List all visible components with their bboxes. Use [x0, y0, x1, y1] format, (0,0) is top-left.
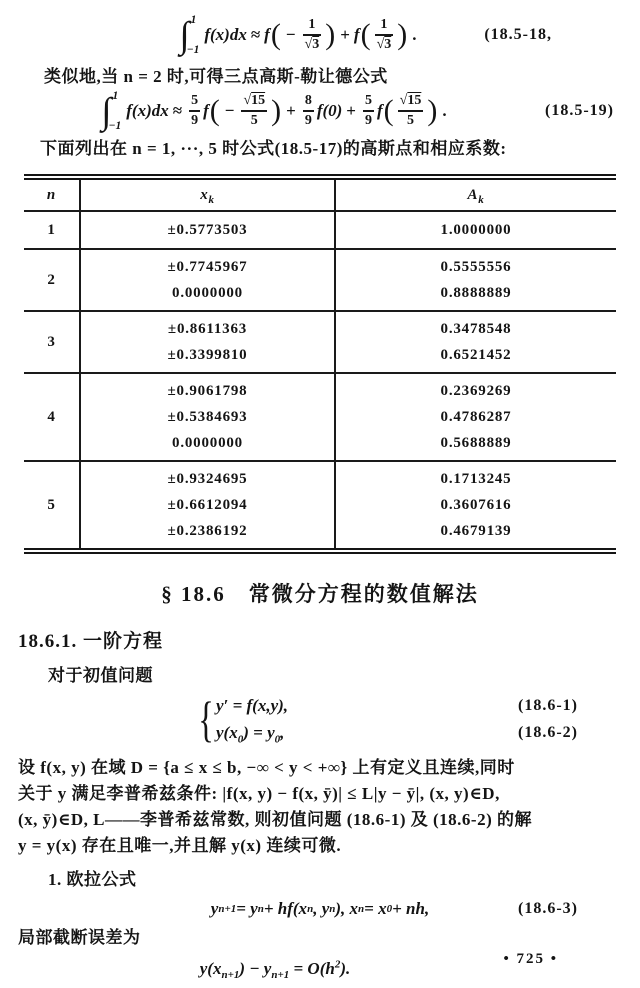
value-line: ±0.5773503 [167, 222, 248, 238]
term: y [210, 899, 219, 918]
term: ) = y [243, 723, 275, 742]
header-x-base: x [200, 186, 209, 203]
text-line: (x, ȳ)∈D, L——李普希兹常数, 则初值问题 (18.6-1) 及 (18.6-2) 的解 [18, 810, 532, 829]
header-x-sub: k [208, 193, 215, 206]
function-f: f [353, 25, 360, 44]
integral-with-limits [179, 14, 199, 56]
equation-number: (18.5-18, [484, 26, 552, 43]
fraction-sqrt15-5 [398, 93, 424, 130]
value-line: 0.8888889 [440, 285, 512, 301]
header-A-base: A [467, 186, 479, 203]
term: , y [313, 899, 330, 918]
value-line: 0.4679139 [440, 523, 512, 539]
term: ), x [335, 899, 359, 918]
coefficient-5-9 [189, 93, 200, 130]
table-row [24, 211, 616, 249]
value-line: ±0.6612094 [167, 497, 248, 513]
coefficient-8-9 [303, 93, 314, 130]
denominator: 9 [191, 113, 199, 129]
paragraph-similarly: 类似地,当 n = 2 时,可得三点高斯-勒让德公式 [44, 67, 388, 86]
text-line: 设 f(x, y) 在域 D = {a ≤ x ≤ b, −∞ < y < +∞} 上有定义且连续,同时 [18, 758, 515, 777]
subscript: n+1 [271, 969, 290, 982]
numerator [398, 93, 424, 109]
radical-sign: √ [376, 37, 385, 53]
numerator: 5 [191, 92, 199, 108]
cell-xk [80, 461, 335, 551]
left-paren: ( [360, 17, 371, 51]
header-Ak [335, 177, 616, 211]
fraction-bar [363, 110, 374, 112]
equation-number: (18.5-19) [545, 102, 614, 119]
term: = x [364, 899, 387, 918]
value-line: 0.5555556 [440, 259, 512, 275]
denominator: 9 [304, 113, 312, 129]
numerator: 8 [304, 92, 312, 108]
equation-18-5-19 [0, 90, 640, 132]
value-line: 0.0000000 [172, 435, 243, 451]
approx-sign: ≈ [172, 101, 183, 120]
paragraph-table-intro: 下面列出在 n = 1, ···, 5 时公式(18.5-17)的高斯点和相应系数: [40, 139, 507, 158]
plus-sign: + [346, 101, 356, 120]
table-row [24, 311, 616, 373]
f-of-zero: f(0) [316, 101, 343, 120]
fraction-sqrt15-5 [241, 93, 267, 130]
section-heading: § 18.6 常微分方程的数值解法 [161, 582, 479, 606]
header-A-sub: k [478, 193, 485, 206]
denominator: 5 [407, 113, 414, 129]
initial-condition [216, 719, 288, 746]
radicand: 15 [407, 92, 422, 108]
right-paren: ) [397, 17, 408, 51]
plus-sign: + [286, 101, 296, 120]
lower-limit: −1 [108, 120, 122, 132]
cell-Ak [335, 211, 616, 249]
fraction-bar [303, 110, 314, 112]
table-row [24, 461, 616, 551]
denominator: 9 [364, 113, 372, 129]
left-brace: { [198, 691, 214, 747]
function-f: f [264, 25, 270, 44]
minus-sign: − [224, 101, 235, 120]
upper-limit: 1 [112, 90, 119, 102]
right-paren: ) [271, 93, 282, 127]
value-line: 0.3607616 [440, 497, 512, 513]
approx-sign: ≈ [250, 25, 261, 44]
denominator: 5 [250, 113, 258, 129]
value-line: ±0.9061798 [167, 383, 248, 399]
table-body [24, 211, 616, 551]
cell-xk [80, 373, 335, 461]
value-line: 0.2369269 [440, 383, 512, 399]
header-n [24, 177, 80, 211]
numerator [241, 93, 267, 109]
cell-Ak [335, 373, 616, 461]
integrand: f(x)dx [204, 25, 247, 44]
radical-sign: √ [399, 92, 408, 108]
numerator: 1 [308, 16, 316, 32]
header-row [24, 177, 616, 211]
left-paren: ( [383, 93, 394, 127]
value-line: 0.6521452 [440, 347, 512, 363]
superscript: 2 [334, 958, 341, 971]
value-line: 0.4786287 [440, 409, 512, 425]
denominator [303, 37, 322, 53]
value-line: ±0.2386192 [167, 523, 248, 539]
equation-body [179, 14, 420, 56]
radicand: 15 [251, 92, 266, 108]
equation-18-5-18 [0, 14, 640, 56]
value-line: ±0.8611363 [167, 321, 248, 337]
subscript: 0 [237, 733, 244, 746]
paragraph-truncation-error: 局部截断误差为 [18, 928, 141, 947]
value-line: ±0.7745967 [167, 259, 248, 275]
table-header [24, 177, 616, 211]
value-line: 0.3478548 [440, 321, 512, 337]
equation-body [101, 90, 450, 132]
equation-number: (18.6-3) [518, 900, 578, 917]
term: + hf(x [263, 899, 308, 918]
subscript: n+1 [221, 969, 240, 982]
paragraph-ivp-intro: 对于初值问题 [48, 666, 153, 685]
value-line: ±0.3399810 [167, 347, 248, 363]
page-number: • 725 • [503, 951, 558, 967]
paragraph-lipschitz [18, 755, 622, 859]
fraction-1-sqrt3 [375, 17, 394, 54]
header-n-label: n [46, 186, 57, 203]
radicand: 3 [384, 37, 392, 53]
cell-n: 4 [24, 373, 80, 461]
cell-n: 3 [24, 311, 80, 373]
equation-18-6-3 [0, 899, 640, 919]
item-euler-formula: 1. 欧拉公式 [48, 870, 137, 889]
period: . [442, 101, 447, 120]
integral-limits [108, 90, 122, 132]
coefficient-5-9 [363, 93, 374, 130]
integral-with-limits [101, 90, 121, 132]
cell-Ak [335, 249, 616, 311]
cell-xk [80, 211, 335, 249]
denominator [375, 37, 394, 53]
header-xk [80, 177, 335, 211]
numerator: 5 [364, 92, 372, 108]
term: = y [236, 899, 258, 918]
system-equations [216, 692, 288, 746]
equation-number: (18.6-1) [518, 697, 578, 714]
radicand: 3 [312, 37, 320, 53]
equation-body: y n+1 = y n + hf(x n , y n ), x n = x 0 + nh, [210, 899, 430, 918]
term: y(x [199, 959, 222, 978]
value-line: 0.0000000 [172, 285, 243, 301]
term: ). [340, 959, 351, 978]
text-line: 关于 y 满足李普希兹条件: |f(x, y) − f(x, ȳ)| ≤ L|y − ȳ|, (x, y)∈D, [18, 784, 500, 803]
function-f: f [376, 101, 383, 120]
cell-n: 2 [24, 249, 80, 311]
integral-limits [186, 14, 200, 56]
value-line: 1.0000000 [440, 222, 512, 238]
initial-value-problem-system [0, 691, 640, 747]
value-line: 0.1713245 [440, 471, 512, 487]
term: y(x [216, 723, 238, 742]
table-row [24, 249, 616, 311]
upper-limit: 1 [190, 14, 197, 26]
right-paren: ) [427, 93, 438, 127]
term: + nh, [392, 899, 430, 918]
function-f: f [203, 101, 209, 120]
radical-sign: √ [304, 37, 313, 53]
integral-sign: ∫ [101, 90, 112, 132]
cell-xk [80, 249, 335, 311]
comma: , [280, 723, 285, 742]
term: = O(h [289, 959, 335, 978]
numerator: 1 [380, 16, 388, 32]
cell-Ak [335, 461, 616, 551]
lower-limit: −1 [186, 44, 200, 56]
table-row [24, 373, 616, 461]
fraction-bar [189, 110, 200, 112]
subsection-heading: 18.6.1. 一阶方程 [18, 631, 164, 652]
text-line: y = y(x) 存在且唯一,并且解 y(x) 连续可微. [18, 836, 342, 855]
integral-sign: ∫ [179, 14, 190, 56]
right-paren: ) [325, 17, 336, 51]
term: ) − y [239, 959, 272, 978]
integrand: f(x)dx [126, 101, 169, 120]
equation-numbers [518, 692, 578, 746]
cell-xk [80, 311, 335, 373]
minus-sign: − [285, 25, 296, 44]
radical-sign: √ [243, 92, 252, 108]
fraction-bar [303, 34, 322, 36]
fraction-1-sqrt3 [303, 17, 322, 54]
value-line: 0.5688889 [440, 435, 512, 451]
cell-n: 1 [24, 211, 80, 249]
equation-number: (18.6-2) [518, 724, 578, 741]
left-paren: ( [209, 93, 220, 127]
left-paren: ( [270, 17, 281, 51]
value-line: ±0.5384693 [167, 409, 248, 425]
period: . [412, 25, 417, 44]
plus-sign: + [340, 25, 350, 44]
fraction-bar [398, 110, 424, 112]
gauss-points-table [24, 174, 616, 554]
fraction-bar [375, 34, 394, 36]
value-line: ±0.9324695 [167, 471, 248, 487]
cell-n: 5 [24, 461, 80, 551]
ode-equation: y′ = f(x,y), [216, 696, 289, 715]
fraction-bar [241, 110, 267, 112]
cell-Ak [335, 311, 616, 373]
subscript: 0 [274, 733, 281, 746]
